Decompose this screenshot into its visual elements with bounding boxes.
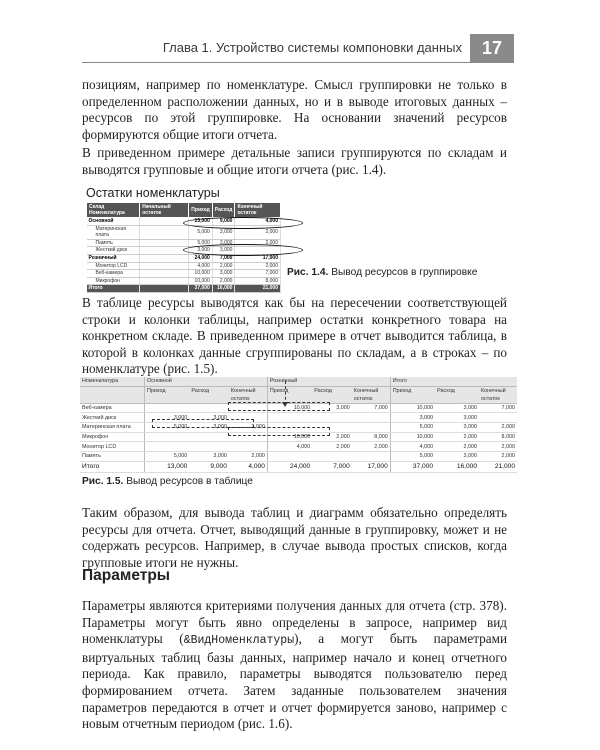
total-row [80, 461, 517, 472]
table-cell: 3,000 [435, 413, 479, 423]
row-label: Веб-камера [80, 403, 145, 413]
column-header: Приход [189, 203, 213, 218]
column-header: Расход [189, 386, 229, 403]
row-label: Материнская плата [80, 423, 145, 433]
table-cell: 24,000 [267, 461, 312, 472]
column-header: Номенклатура [80, 377, 145, 386]
table-cell: 2,000 [235, 239, 281, 247]
table-cell: 4,000 [390, 442, 435, 452]
table-cell [140, 270, 189, 278]
highlight-oval [183, 217, 303, 229]
table-cell: 10,000 [189, 277, 213, 285]
total-row [87, 285, 281, 293]
page-header [82, 34, 514, 63]
dashed-highlight [228, 402, 330, 411]
column-header: Конечный остаток [352, 386, 391, 403]
table-cell: 17,000 [235, 254, 281, 262]
table-cell: 3,000 [145, 413, 190, 423]
paragraph-4: Таким образом, для вывода таблиц и диаграмм обязательно определять ресурсы для отчета. Отчет, выводящий данные в группировку, может и не содержать ресурсов. Например, в случае вывода простых списков, когда групповые итоги не нужны. [82, 505, 507, 570]
table-cell [140, 262, 189, 270]
page-number: 17 [470, 34, 514, 62]
column-header: Приход [145, 386, 190, 403]
table-cell: 7,000 [352, 403, 391, 413]
table-cell: 7,000 [479, 403, 517, 413]
table-cell [352, 413, 391, 423]
table-cell [140, 285, 189, 293]
figure-1-5-subheader-row [80, 386, 517, 403]
table-cell: 13,000 [145, 461, 190, 472]
table-cell [140, 218, 189, 226]
table-cell: 17,000 [352, 461, 391, 472]
table-cell [189, 442, 229, 452]
column-header: Конечный остаток [229, 386, 268, 403]
table-cell: 2,000 [212, 277, 235, 285]
table-row [80, 413, 517, 423]
table-cell: 5,000 [145, 452, 190, 462]
row-label: Итого [87, 285, 140, 293]
table-cell: 3,000 [212, 247, 235, 255]
column-header: Приход [267, 386, 312, 403]
table-cell: 3,000 [212, 225, 235, 239]
section-heading: Параметры [82, 567, 171, 584]
caption-text: Вывод ресурсов в таблице [126, 476, 253, 487]
table-cell: 3,000 [435, 403, 479, 413]
table-row [80, 442, 517, 452]
table-cell: 2,000 [479, 442, 517, 452]
table-cell [312, 413, 352, 423]
table-cell: 4,000 [267, 442, 312, 452]
table-cell: 2,000 [212, 262, 235, 270]
table-cell: 8,000 [479, 432, 517, 442]
table-cell: 2,000 [479, 452, 517, 462]
column-header: Склад Номенклатура [87, 203, 140, 218]
table-cell [140, 239, 189, 247]
table-cell: 24,000 [189, 254, 213, 262]
table-cell [189, 432, 229, 442]
table-cell: 7,000 [235, 270, 281, 278]
table-cell [352, 423, 391, 433]
row-label: Розничный [87, 254, 140, 262]
table-cell: 9,000 [212, 218, 235, 226]
table-cell: 16,000 [212, 285, 235, 293]
table-cell [145, 403, 190, 413]
table-cell: 3,000 [390, 413, 435, 423]
table-cell: 21,000 [479, 461, 517, 472]
caption-label: Рис. 1.4. [287, 267, 329, 278]
paragraph-5-end: ), а могут быть параметрами виртуальных таблиц базы данных, например начало и конец отчетного периода. Как правило, параметры выводятся пользователю перед формированием отчета. Затем заданные пользователем значения параметров передаются в отчет и отчет формируется заново, например с новым отчетным периодом (рис. 1.6). [82, 631, 507, 732]
row-label: Микрофон [87, 277, 140, 285]
code-parameter: &ВидНоменклатуры [183, 634, 295, 648]
table-cell: 8,000 [352, 432, 391, 442]
table-cell [267, 413, 312, 423]
paragraph-3: В таблице ресурсы выводятся как бы на пересечении соответствующей строки и колонки таблицы, например остатки конкретного товара на конкретном складе. В приведенном примере в отчет выводится таблица, в которой в колонках данные сгруппированы по складам, а в строках – по номенклатуре (рис. 1.5). [82, 295, 507, 377]
table-cell: 10,000 [390, 432, 435, 442]
caption-text: Вывод ресурсов в группировке [331, 267, 478, 278]
column-header: Расход [312, 386, 352, 403]
table-cell: 2,000 [435, 432, 479, 442]
row-label: Микрофон [80, 432, 145, 442]
table-cell: 13,000 [189, 218, 213, 226]
table-row [87, 262, 281, 270]
column-header: Приход [390, 386, 435, 403]
table-cell: 2,000 [479, 423, 517, 433]
table-cell: 4,000 [229, 461, 268, 472]
table-cell: 5,000 [189, 239, 213, 247]
table-cell: 2,000 [229, 423, 268, 433]
table-cell: 7,000 [312, 461, 352, 472]
table-cell: 10,000 [267, 432, 312, 442]
table-cell: 3,000 [212, 239, 235, 247]
column-header: Начальный остаток [140, 203, 189, 218]
table-cell [479, 413, 517, 423]
table-cell: 4,000 [189, 262, 213, 270]
figure-1-5-caption [82, 476, 253, 487]
paragraph-2: В приведенном примере детальные записи группируются по складам и выводятся групповые и общие итоги отчета (рис. 1.4). [82, 145, 507, 177]
table-cell [140, 254, 189, 262]
figure-1-4-header-row [87, 203, 281, 218]
table-cell: 3,000 [189, 423, 229, 433]
table-cell [145, 432, 190, 442]
paragraph-1: позициям, например по номенклатуре. Смысл группировки не только в определенном расположении данных, но и в выводе итоговых данных – ресурсов по этой группировке. На основании значений ресурсов формируются общие итоги отчета. [82, 77, 507, 142]
table-cell [189, 403, 229, 413]
table-cell: 2,000 [229, 452, 268, 462]
table-cell: 3,000 [189, 247, 213, 255]
table-cell [145, 442, 190, 452]
paragraph-5 [82, 598, 507, 733]
table-cell: 37,000 [189, 285, 213, 293]
paragraph-5-start: Параметры являются критериями получения данных для отчета (стр. 378). Параметры могут быть явно определены в запросе, например вид номенклатуры ( [82, 598, 507, 647]
table-cell: 10,000 [267, 403, 312, 413]
table-cell: 10,000 [390, 403, 435, 413]
table-cell: 2,000 [235, 262, 281, 270]
figure-1-5-body [80, 403, 517, 472]
table-cell: 2,000 [312, 432, 352, 442]
table-cell [140, 225, 189, 239]
highlight-oval [183, 244, 303, 256]
table-cell: 3,000 [212, 270, 235, 278]
column-group-header: Итого [390, 377, 517, 386]
dashed-highlight [228, 427, 330, 436]
table-cell: 5,000 [189, 225, 213, 239]
table-cell: 2,000 [435, 442, 479, 452]
table-row [87, 270, 281, 278]
table-cell [140, 247, 189, 255]
figure-1-5-table [80, 377, 517, 473]
row-label: Материнская плата [87, 225, 140, 239]
column-header: Конечный остаток [479, 386, 517, 403]
caption-label: Рис. 1.5. [82, 476, 124, 487]
figure-1-4-caption [287, 267, 477, 278]
table-row [87, 277, 281, 285]
table-cell: 2,000 [235, 225, 281, 239]
table-cell [267, 452, 312, 462]
table-cell [229, 442, 268, 452]
table-cell: 37,000 [390, 461, 435, 472]
table-cell: 2,000 [352, 442, 391, 452]
table-cell: 4,000 [235, 218, 281, 226]
row-label: Память [87, 239, 140, 247]
table-cell: 3,000 [189, 452, 229, 462]
table-cell: 5,000 [390, 452, 435, 462]
table-cell: 9,000 [189, 461, 229, 472]
table-cell: 10,000 [189, 270, 213, 278]
row-label: Память [80, 452, 145, 462]
table-cell: 3,000 [435, 452, 479, 462]
row-label: Основной [87, 218, 140, 226]
table-row [80, 452, 517, 462]
table-cell [312, 452, 352, 462]
chapter-title: Глава 1. Устройство системы компоновки данных [162, 40, 462, 55]
row-label: Жесткий диск [87, 247, 140, 255]
row-label: Итого [80, 461, 145, 472]
column-header: Расход [435, 386, 479, 403]
row-label: Жесткий диск [80, 413, 145, 423]
row-label: Монитор LCD [80, 442, 145, 452]
figure-1-5-header-row [80, 377, 517, 386]
table-cell [352, 452, 391, 462]
table-cell: 8,000 [235, 277, 281, 285]
table-cell: 21,000 [235, 285, 281, 293]
table-cell: 16,000 [435, 461, 479, 472]
table-cell: 3,000 [312, 403, 352, 413]
table-cell: 3,000 [435, 423, 479, 433]
table-cell: 3,000 [189, 413, 229, 423]
table-cell: 2,000 [312, 442, 352, 452]
table-cell: 7,000 [212, 254, 235, 262]
column-header: Расход [212, 203, 235, 218]
column-group-header: Розничный [267, 377, 390, 386]
row-label: Монитор LCD [87, 262, 140, 270]
figure-1-4-title: Остатки номенклатуры [86, 186, 220, 200]
table-cell [140, 277, 189, 285]
column-header: Конечный остаток [235, 203, 281, 218]
row-label: Веб-камера [87, 270, 140, 278]
table-cell: 5,000 [390, 423, 435, 433]
table-cell: 5,000 [145, 423, 190, 433]
column-group-header: Основной [145, 377, 268, 386]
